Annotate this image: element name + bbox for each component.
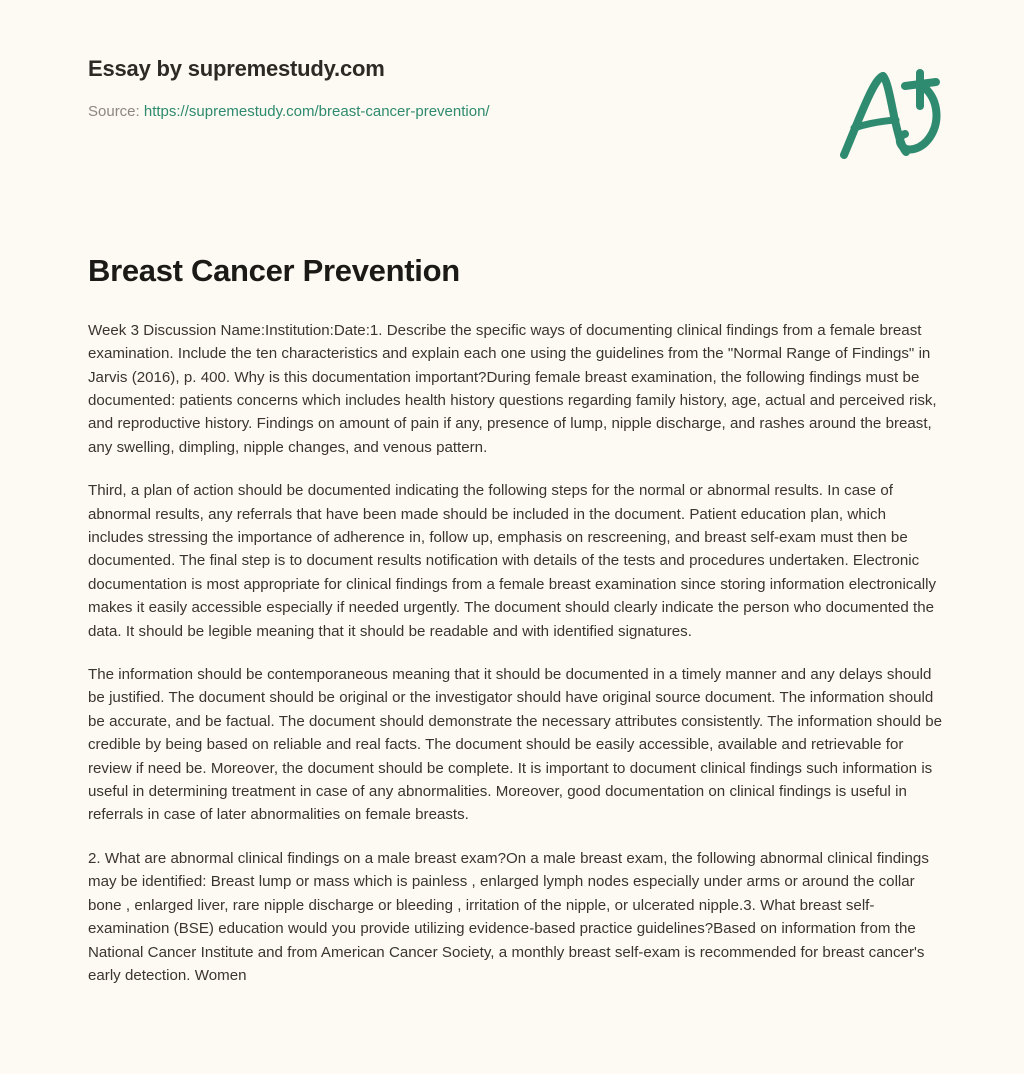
essay-paragraph: Week 3 Discussion Name:Institution:Date:1. Describe the specific ways of documenting clinical findings from a female breast examination. Include the ten characteristics and explain each one using the guidelines from the "Normal Range of Findings" in Jarvis (2016), p. 400. Why is this documentation important?During female breast examination, the following findings must be documented: patients concerns which includes health history questions regarding family history, age, actual and perceived risk, and reproductive history. Findings on amount of pain if any, presence of lump, nipple discharge, and rashes around the breast, any swelling, dimpling, nipple changes, and venous pattern. [88,321,937,456]
essay-paragraph: 2. What are abnormal clinical findings on a male breast exam?On a male breast exam, the following abnormal clinical findings may be identified: Breast lump or mass which is painless , enlarged lymph nodes especially under arms or around the collar bone , enlarged liver, rare nipple discharge or bleeding , irritation of the nipple, or ulcerated nipple.3. What breast self-examination (BSE) education would you provide utilizing evidence-based practice guidelines?Based on information from the National Cancer Institute and from American Cancer Society, a monthly breast self-exam is recommended for breast cancer's early detection. Women [88,849,929,984]
source-url-link[interactable]: https://supremestudy.com/breast-cancer-prevention/ [143,103,490,121]
source-label: Source: [88,103,140,121]
aplus-logo-glyph [832,58,952,168]
page-title: Breast Cancer Prevention [88,253,460,288]
brand-attribution: Essay by supremestudy.com [88,56,385,81]
essay-body [0,291,1024,988]
essay-paragraph: The information should be contemporaneous meaning that it should be documented in a timely manner and any delays should be justified. The document should be original or the investigator should have original source document. The information should be accurate, and be factual. The document should demonstrate the necessary attributes consistently. The information should be credible by being based on reliable and real facts. The document should be easily accessible, available and retrievable for review if need be. Moreover, the document should be complete. It is important to document clinical findings such information is useful in determining treatment in case of any abnormalities. Moreover, good documentation on clinical findings is useful in referrals in case of later abnormalities on female breasts. [88,666,943,824]
source-line [88,102,944,122]
aplus-logo-icon [832,58,952,168]
page-header [0,0,1024,190]
essay-paragraph: Third, a plan of action should be documented indicating the following steps for the normal or abnormal results. In case of abnormal results, any referrals that have been made should be included in the document. Patient education plan, which includes stressing the importance of adherence in, follow up, emphasis on rescreening, and breast self-exam must then be documented. The final step is to document results notification with details of the tests and procedures undertaken. Electronic documentation is most appropriate for clinical findings from a female breast examination since storing information electronically makes it easily accessible especially if needed urgently. The document should clearly indicate the person who documented the data. It should be legible meaning that it should be readable and with identified signatures. [88,482,936,640]
